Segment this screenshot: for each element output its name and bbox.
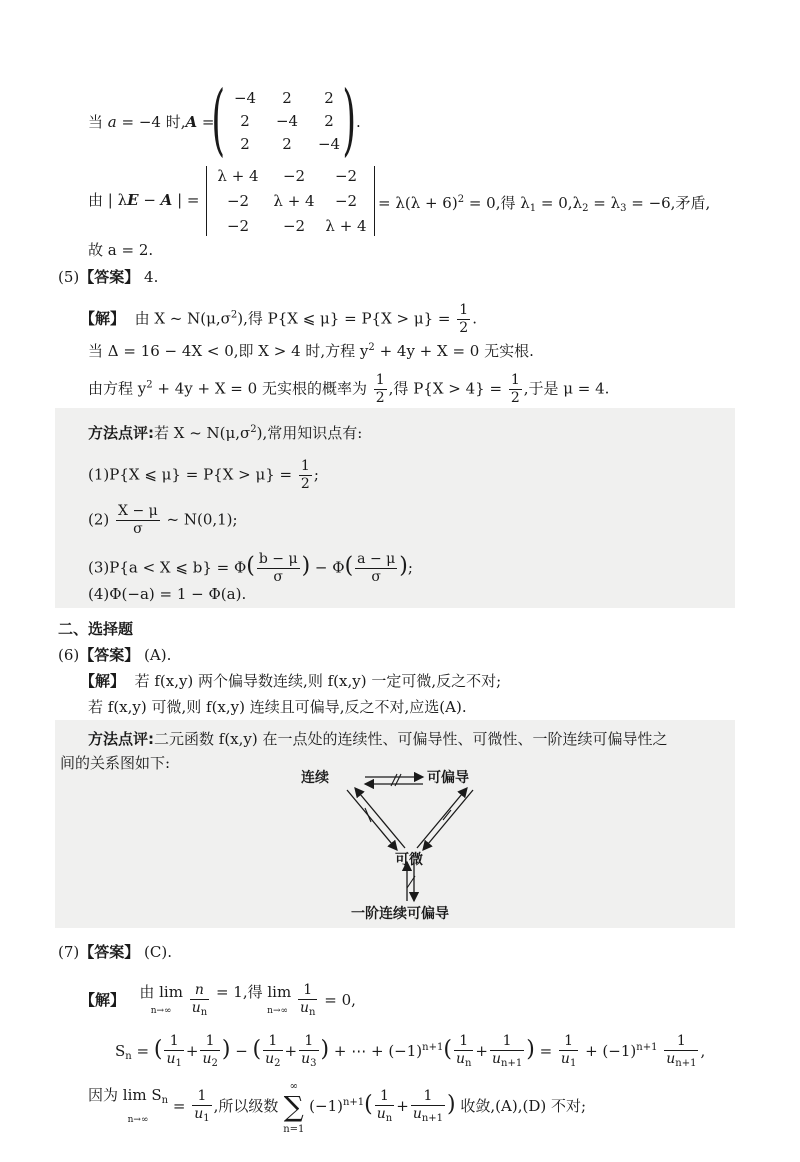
matrix-cell: −2 [282, 217, 306, 235]
text: (2) [88, 510, 110, 529]
left-paren: ( [211, 75, 226, 165]
sup: n+1 [342, 1097, 365, 1108]
det-result [378, 190, 710, 219]
fraction: $\frac{1}{u_{n+1}}$ [412, 1087, 444, 1124]
method2-line1 [88, 729, 668, 749]
den: 2 [375, 390, 385, 406]
case-a4-line [88, 112, 215, 132]
text: 由 | λ [88, 191, 128, 209]
negation-slash [365, 808, 371, 822]
limit-sub: n→∞ [127, 1114, 149, 1125]
q5-line1 [80, 302, 477, 337]
method-title: 方法点评: [88, 730, 154, 748]
fraction: $\frac{1}{u_1}$ [560, 1032, 577, 1069]
matrix-cell: −2 [334, 167, 358, 185]
text: 由方程 y [88, 379, 147, 398]
solution-label: 【解】 [80, 991, 126, 1009]
text: | = [172, 191, 200, 209]
text: = [197, 113, 215, 131]
text: 当 Δ = 16 − 4X < 0,即 X > 4 时,方程 y [88, 342, 369, 360]
fraction: $\frac{1}{u_1}$ [194, 1087, 210, 1124]
den: σ [371, 569, 381, 585]
matrix-cell: −4 [233, 89, 257, 107]
fraction: $\frac{1}{u_3}$ [301, 1032, 317, 1069]
question-number: (6) [58, 646, 80, 664]
text: = λ(λ + 6) [378, 194, 458, 212]
fraction: $\frac{1}{u_2}$ [265, 1032, 281, 1069]
text: = 1,得 lim [215, 982, 292, 1001]
fraction [299, 458, 312, 493]
den: 2 [510, 390, 520, 406]
det-bar-right [374, 166, 375, 236]
q7-line1 [80, 980, 356, 1021]
method-item-4: (4)Φ(−a) = 1 − Φ(a). [88, 585, 247, 603]
text: , [700, 1042, 706, 1060]
fraction: $\frac{1}{u_n}$ [455, 1032, 472, 1069]
answer-label: 【答案】 [79, 268, 140, 286]
question-number: (7) [58, 943, 80, 961]
text: ),常用知识点有: [256, 424, 363, 442]
relation-diagram [325, 768, 525, 914]
q5-line3 [88, 372, 609, 407]
arrow-continuous-to-diff [347, 790, 397, 850]
sup: 2 [368, 342, 375, 353]
text: 若 X ~ N(μ,σ [154, 424, 251, 442]
text: ,得 P{X > 4} = [388, 379, 503, 398]
text: = λ [588, 194, 621, 212]
q7-line3: 因为 $\lim S_n$ n→∞ = $\frac{1}{u_1}$ ,所以级数 ∞ ∑ n=1 $(-1)^{n+1}$( $\frac{1}{u_n}$ + $\frac{1}{u_{n+1}}$ ) 收敛,(A),(D) 不对; [88, 1078, 586, 1136]
text: + 4y + X = 0 无实根. [374, 342, 534, 360]
matrix-cell: −2 [282, 167, 306, 185]
node-c1: 一阶连续可偏导 [351, 906, 449, 922]
sum-top: ∞ [289, 1081, 298, 1092]
num: a − μ [357, 551, 396, 567]
var-A: A [185, 113, 198, 131]
sub: 1 [529, 203, 537, 214]
var-E: E [127, 191, 139, 209]
num: 1 [510, 372, 520, 388]
num: n [194, 981, 204, 998]
text: = −6,矛盾, [626, 194, 711, 212]
sup: 2 [457, 194, 465, 205]
method-item-1 [88, 458, 319, 493]
sub: 2 [582, 203, 589, 214]
text: S [115, 1042, 126, 1060]
arrow-diff-to-partial [417, 788, 467, 848]
sup: 2 [230, 309, 238, 321]
fraction [257, 551, 300, 586]
num: 1 [300, 458, 310, 474]
den: u [300, 999, 310, 1016]
matrix-cell: 2 [240, 112, 250, 130]
text: + 4y + X = 0 无实根的概率为 [152, 379, 367, 398]
answer-value: (A). [139, 646, 172, 664]
text: ,所以级数 [213, 1097, 279, 1115]
text: 若 f(x,y) 两个偏导数连续,则 f(x,y) 一定可微,反之不对; [134, 672, 502, 690]
section-heading: 二、选择题 [58, 620, 134, 638]
text: 收敛,(A),(D) 不对; [455, 1097, 587, 1115]
method2-line2: 间的关系图如下: [60, 754, 171, 772]
text: ),得 P{X ⩽ μ} = P{X > μ} = [237, 309, 451, 328]
text: 当 [88, 113, 104, 131]
det-bar-left [206, 166, 207, 236]
matrix-cell: λ + 4 [325, 217, 367, 235]
matrix-cell: −2 [334, 192, 358, 210]
q7-answer [58, 942, 172, 962]
matrix-cell: λ + 4 [217, 167, 259, 185]
num: b − μ [258, 551, 298, 567]
text: = [168, 1097, 186, 1115]
sub: n [309, 1006, 316, 1018]
text: (3)P{a < X ⩽ b} = Φ [88, 558, 247, 577]
answer-value: (C). [139, 943, 172, 961]
text: . [472, 309, 477, 328]
method-box-2 [55, 720, 735, 928]
matrix-cell: 2 [282, 135, 292, 153]
text: = −4 时, [116, 113, 186, 131]
matrix-cell: 2 [324, 112, 334, 130]
sub: n [161, 1094, 169, 1106]
summation: ∞ ∑ n=1 [283, 1081, 305, 1135]
method-item-2 [88, 503, 238, 538]
var-A: A [160, 191, 173, 209]
answer-label: 【答案】 [79, 646, 140, 664]
num: 1 [375, 372, 385, 388]
fraction [116, 503, 160, 538]
text: 二元函数 f(x,y) 在一点处的连续性、可偏导性、可微性、一阶连续可偏导性之 [154, 730, 668, 748]
det-matrix [212, 166, 372, 236]
fraction [355, 551, 397, 586]
q5-line2 [88, 338, 534, 361]
den: u [191, 999, 201, 1016]
matrix-cell: −4 [317, 135, 341, 153]
node-continuous: 连续 [301, 770, 329, 786]
text: (−1) [309, 1097, 343, 1115]
q6-line1 [80, 671, 501, 691]
sup: 2 [146, 379, 153, 391]
answer-label: 【答案】 [79, 943, 140, 961]
q6-line2: 若 f(x,y) 可微,则 f(x,y) 连续且可偏导,反之不对,应选(A). [88, 698, 467, 716]
conclusion-line: 故 a = 2. [88, 241, 154, 259]
method-item-3: (3)P{a < X ⩽ b} = Φ( $\frac{b - \mu}{\sigma}$ ) − Φ( $\frac{a - \mu}{\sigma}$ ); [88, 551, 413, 585]
node-partial: 可偏导 [427, 770, 469, 786]
sub: n [125, 1051, 132, 1062]
limit [216, 984, 291, 1019]
den: σ [273, 569, 283, 585]
den: 2 [459, 320, 469, 336]
q7-sn-line: $S_n$ = ( $\frac{1}{u_1}$ + $\frac{1}{u_2}$ ) − ( $\frac{1}{u_2}$ + $\frac{1}{u_3}$ ) + ⋯ + $(-1)^{n+1}$( $\frac{1}{u_n}$ + $\frac{1}{u_{n+1}}$ ) = $\frac{1}{u_1}$ + $(-1)^{n+1}$ $\frac{1}{u_{n+1}}$ , [115, 1028, 705, 1077]
limit [139, 984, 183, 1019]
text: ; [407, 558, 413, 577]
method-title: 方法点评: [88, 424, 154, 442]
fraction: $\frac{1}{u_n}$ [376, 1087, 393, 1124]
fraction [298, 982, 317, 1021]
text: 由 lim [139, 982, 183, 1001]
solution-label: 【解】 [80, 672, 126, 690]
text: (1)P{X ⩽ μ} = P{X > μ} = [88, 465, 293, 484]
question-number: (5) [58, 268, 80, 286]
text: − Φ [310, 558, 345, 577]
q5-answer [58, 267, 158, 287]
limit-sub: n→∞ [267, 1005, 289, 1016]
sup: 2 [250, 424, 257, 435]
arrow-partial-to-diff [423, 790, 473, 850]
var-a: a [107, 113, 117, 131]
sub: 3 [620, 203, 627, 214]
matrix-cell: −2 [226, 192, 250, 210]
text: − [138, 191, 161, 209]
fraction-half [374, 372, 387, 407]
node-differentiable: 可微 [395, 852, 423, 868]
text: ; [313, 465, 319, 484]
limit-sub: n→∞ [150, 1005, 172, 1016]
text: 由 X ~ N(μ,σ [134, 309, 231, 328]
num: X − μ [118, 503, 158, 519]
matrix-cell: λ + 4 [273, 192, 315, 210]
matrix-cell: 2 [282, 89, 292, 107]
matrix-cell: −2 [226, 217, 250, 235]
det-lead [88, 190, 199, 210]
num: 1 [298, 982, 317, 1000]
text: 因为 lim S [88, 1085, 162, 1104]
den: σ [133, 521, 143, 537]
answer-value: 4. [139, 268, 159, 286]
arrow-diff-to-continuous [355, 788, 405, 848]
q6-answer [58, 645, 171, 665]
limit [88, 1087, 168, 1128]
text: ,于是 μ = 4. [523, 379, 610, 398]
sum-bottom: n=1 [283, 1124, 305, 1135]
fraction [190, 982, 209, 1021]
method-box-1 [55, 408, 735, 608]
text: = 0,得 λ [464, 194, 530, 212]
method-title-line [88, 420, 362, 443]
right-paren: ) [342, 75, 357, 165]
solution-label: 【解】 [80, 309, 126, 328]
fraction-half [509, 372, 522, 407]
fraction: $\frac{1}{u_{n+1}}$ [666, 1032, 697, 1069]
text: = 0, [324, 991, 356, 1009]
text: ~ N(0,1); [166, 510, 238, 529]
matrix-cell: −4 [275, 112, 299, 130]
matrix-A [225, 88, 345, 154]
fraction-half [457, 302, 470, 337]
sub: n [200, 1006, 208, 1018]
fraction: $\frac{1}{u_2}$ [202, 1032, 218, 1069]
fraction: $\frac{1}{u_{n+1}}$ [492, 1032, 523, 1069]
text: = 0,λ [536, 194, 583, 212]
matrix-cell: 2 [324, 89, 334, 107]
text: = [131, 1042, 150, 1060]
matrix-cell: 2 [240, 135, 250, 153]
den: 2 [300, 476, 310, 492]
text: . [356, 113, 361, 131]
num: 1 [459, 302, 469, 318]
fraction: $\frac{1}{u_1}$ [166, 1032, 182, 1069]
